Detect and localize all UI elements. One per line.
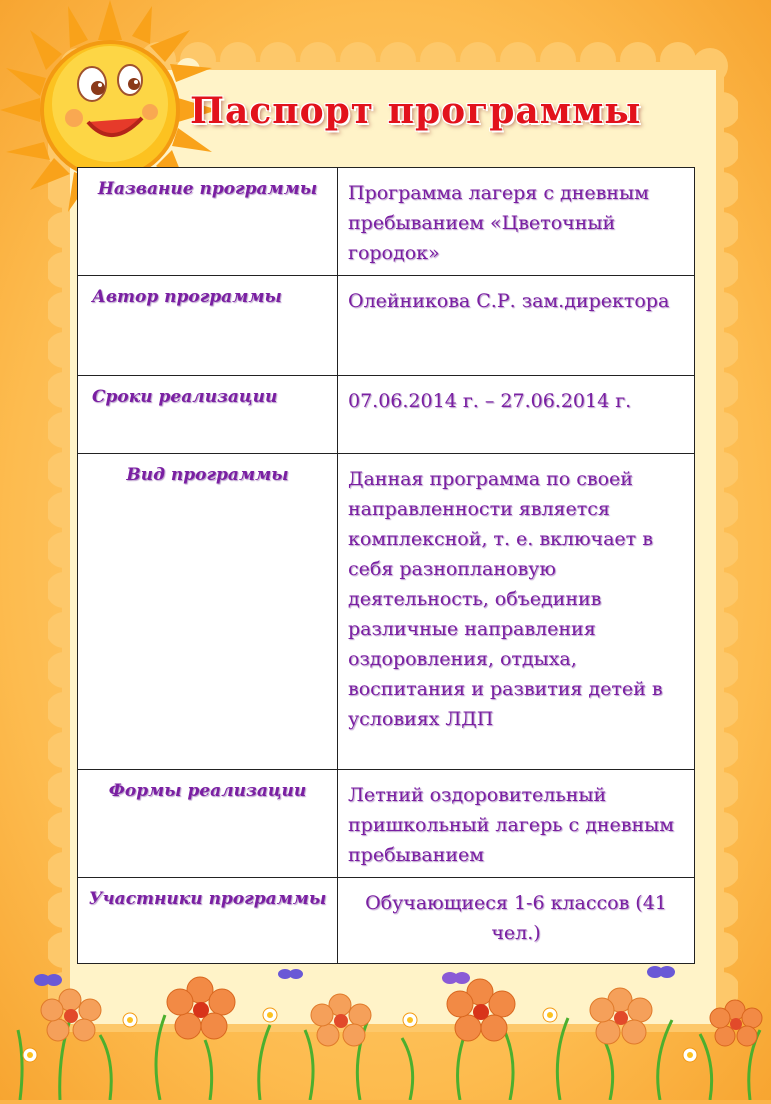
page-title: Паспорт программы	[190, 90, 642, 132]
row-value: Летний оздоровительный пришкольный лагерь с дневным пребыванием	[348, 784, 675, 866]
flower-meadow	[0, 960, 771, 1100]
row-value: Программа лагеря с дневным пребыванием «Цветочный городок»	[348, 182, 649, 264]
table-row	[78, 454, 695, 770]
row-label: Название программы	[97, 179, 318, 199]
butterfly-icon	[34, 966, 675, 986]
row-label: Формы реализации	[108, 781, 307, 801]
row-label: Сроки реализации	[92, 387, 278, 407]
row-value: Обучающиеся 1-6 классов (41 чел.)	[365, 892, 667, 944]
row-value: Данная программа по своей направленности является комплексной, т. е. включает в себя разноплановую деятельность, объединив различные направления оздоровления, отдыха, воспитания и развития детей в условиях ЛДП	[348, 468, 663, 730]
flower-icon	[23, 977, 762, 1062]
table-row	[78, 276, 695, 376]
row-value: Олейникова С.Р. зам.директора	[348, 290, 670, 312]
row-label: Автор программы	[92, 287, 282, 307]
table-row	[78, 376, 695, 454]
table-row	[78, 770, 695, 878]
table-row	[78, 168, 695, 276]
row-label: Участники программы	[88, 889, 327, 909]
table-row	[78, 878, 695, 964]
passport-table	[77, 167, 695, 964]
row-value: 07.06.2014 г. – 27.06.2014 г.	[348, 390, 632, 412]
row-label: Вид программы	[126, 465, 289, 485]
